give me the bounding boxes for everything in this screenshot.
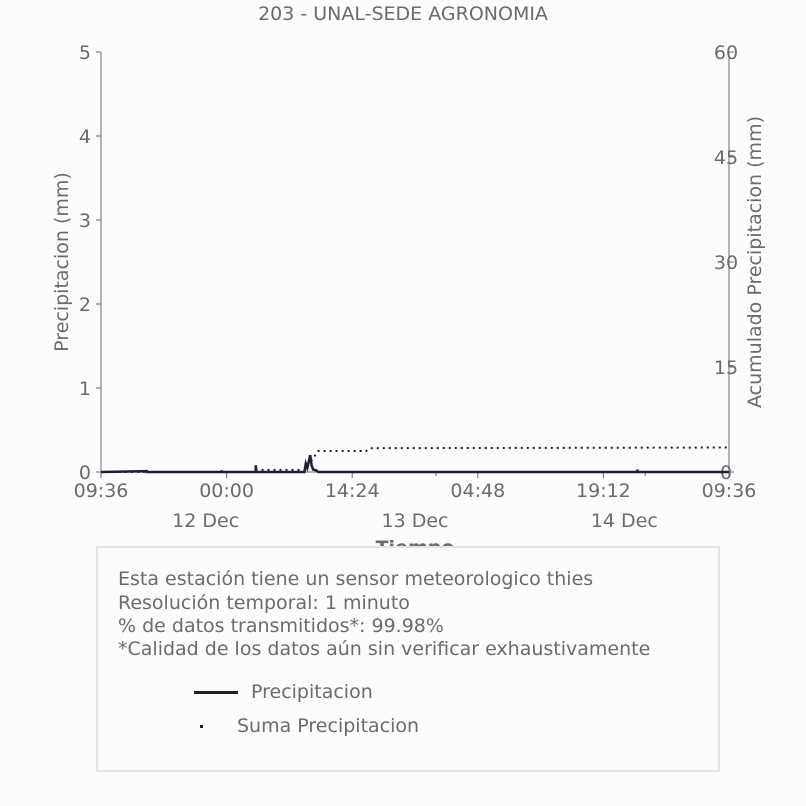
y-tick-label: 5 xyxy=(78,42,91,64)
x-tick-label: 09:36 xyxy=(701,480,757,502)
y-tick-label: 4 xyxy=(78,126,91,148)
info-legend-box xyxy=(96,546,720,772)
legend-line-swatch xyxy=(194,691,238,694)
x-date-label: 14 Dec xyxy=(590,510,658,532)
info-quality-text: *Calidad de los datos aún sin verificar exhaustivamente xyxy=(118,638,651,660)
legend-dot-swatch xyxy=(200,725,203,728)
x-tick-label: 00:00 xyxy=(199,480,254,502)
y2-tick-label: 45 xyxy=(713,147,739,169)
x-tick-label: 14:24 xyxy=(324,480,380,502)
chart-title: 203 - UNAL-SEDE AGRONOMIA xyxy=(258,3,548,25)
legend-label-suma: Suma Precipitacion xyxy=(237,715,420,737)
info-transmitted-text: % de datos transmitidos*: 99.98% xyxy=(118,615,444,637)
x-tick-label: 19:12 xyxy=(576,480,631,502)
y-tick-label: 3 xyxy=(78,210,91,232)
y2-tick-label: 0 xyxy=(719,462,733,484)
info-sensor-text: Esta estación tiene un sensor meteorologico thies xyxy=(118,568,594,590)
x-tick-label: 04:48 xyxy=(450,480,506,502)
y-tick-label: 0 xyxy=(78,462,91,484)
y-tick-label: 2 xyxy=(78,294,91,316)
x-date-label: 13 Dec xyxy=(381,510,449,532)
y-axis-label: Precipitacion (mm) xyxy=(51,172,73,352)
y2-tick-label: 60 xyxy=(713,42,739,64)
info-resolution-text: Resolución temporal: 1 minuto xyxy=(118,592,410,614)
legend-label-precipitacion: Precipitacion xyxy=(251,681,373,703)
y2-tick-label: 15 xyxy=(713,357,739,379)
y-tick-label: 1 xyxy=(78,378,91,400)
series-precipitacion xyxy=(101,455,729,472)
y2-tick-label: 30 xyxy=(713,252,739,274)
x-tick-label: 09:36 xyxy=(73,480,129,502)
series-suma-precipitacion xyxy=(101,448,729,473)
y2-axis-label: Acumulado Precipitacion (mm) xyxy=(744,116,766,408)
x-date-label: 12 Dec xyxy=(172,510,240,532)
